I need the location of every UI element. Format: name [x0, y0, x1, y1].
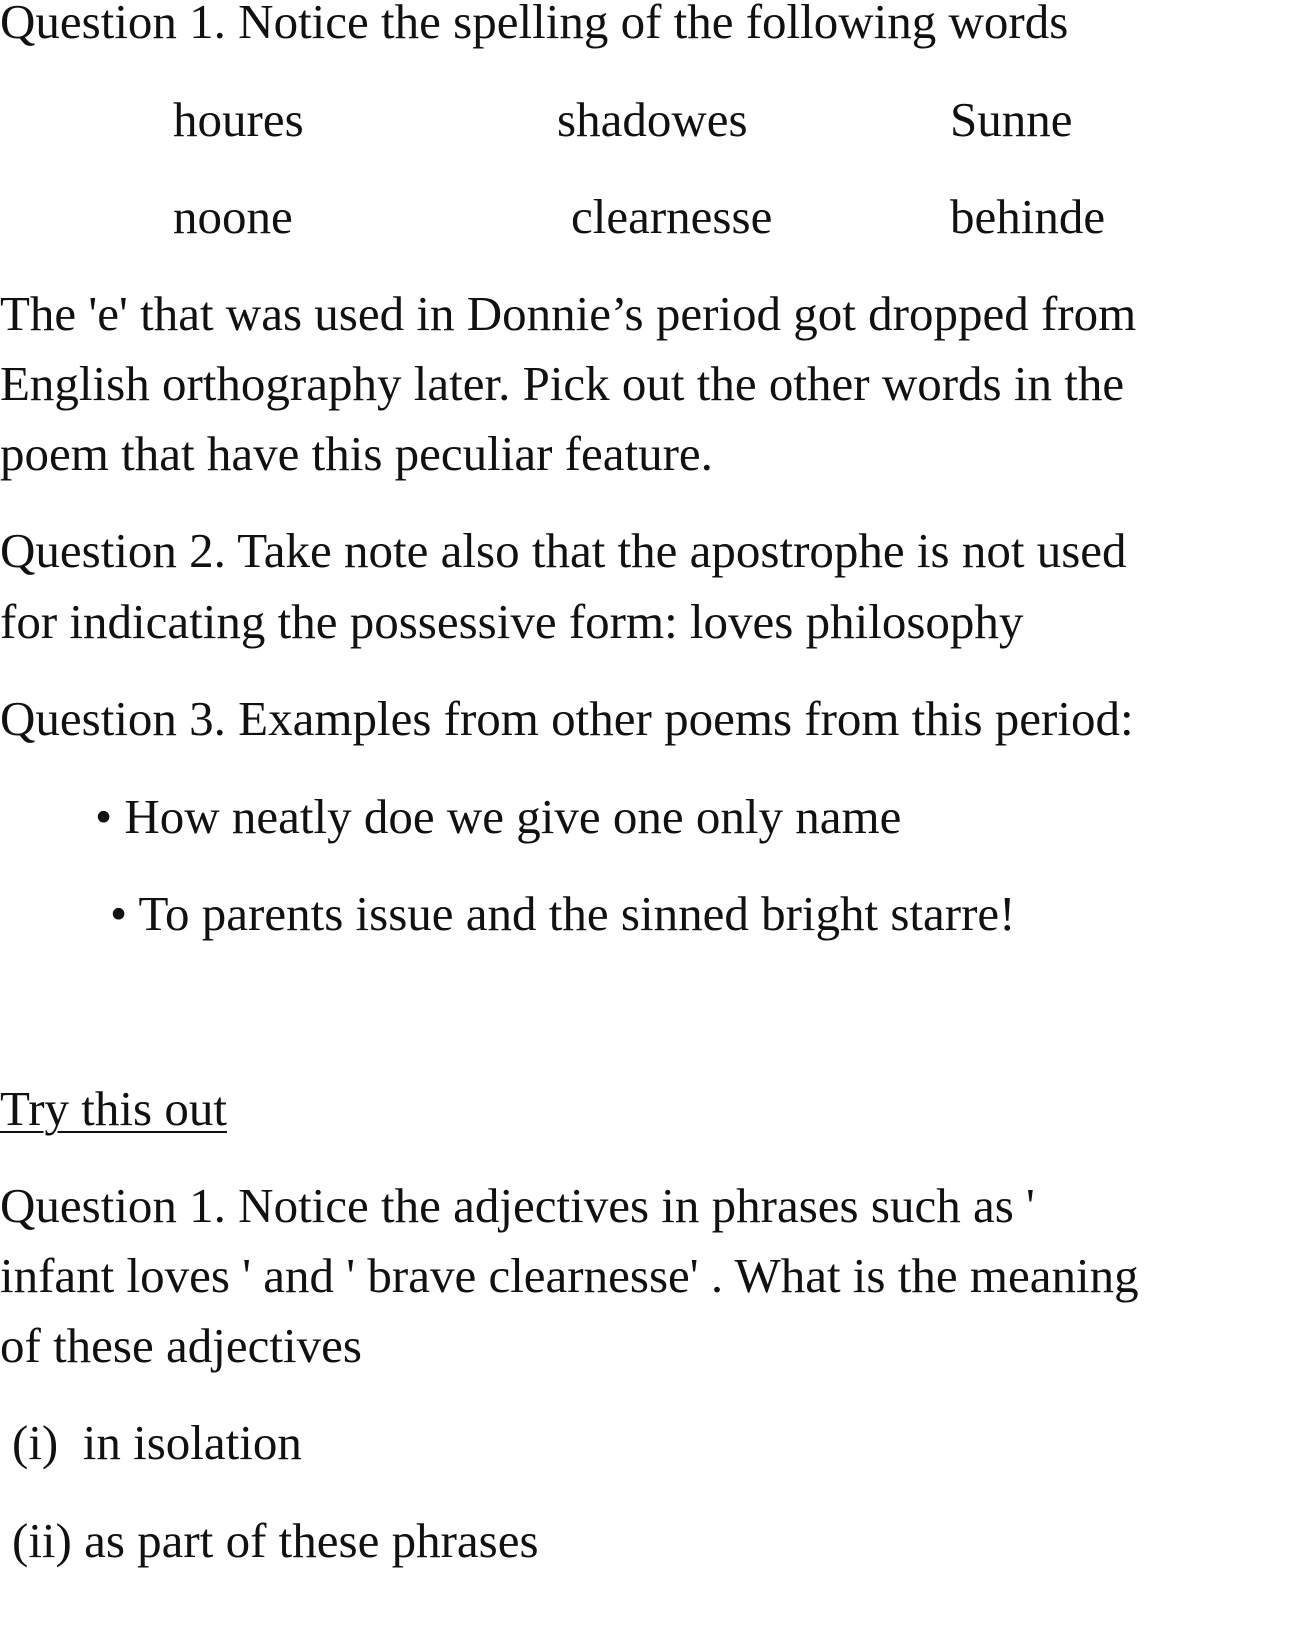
bullet-item: • How neatly doe we give one only name — [95, 789, 902, 844]
word-noone: noone — [173, 189, 293, 244]
word-houres: houres — [173, 92, 304, 147]
try-this-out-heading: Try this out — [0, 1081, 227, 1136]
paragraph-line: poem that have this peculiar feature. — [0, 426, 713, 481]
question-2-line: for indicating the possessive form: loves philosophy — [0, 594, 1024, 649]
question-1-heading: Question 1. Notice the spelling of the following words — [0, 0, 1069, 49]
word-shadowes: shadowes — [557, 92, 748, 147]
bullet-item: • To parents issue and the sinned bright starre! — [110, 886, 1016, 941]
list-item-i: (i) in isolation — [12, 1415, 302, 1470]
paragraph-line: English orthography later. Pick out the other words in the — [0, 356, 1125, 411]
question-1-line: infant loves ' and ' brave clearnesse' . What is the meaning — [0, 1248, 1139, 1303]
question-1-line: of these adjectives — [0, 1318, 362, 1373]
question-2-line: Question 2. Take note also that the apostrophe is not used — [0, 523, 1127, 578]
word-clearnesse: clearnesse — [571, 189, 773, 244]
word-behinde: behinde — [950, 189, 1106, 244]
word-sunne: Sunne — [950, 92, 1073, 147]
paragraph-line: The 'e' that was used in Donnie’s period got dropped from — [0, 286, 1137, 341]
list-item-ii: (ii) as part of these phrases — [12, 1513, 539, 1568]
question-1-line: Question 1. Notice the adjectives in phrases such as ' — [0, 1178, 1035, 1233]
question-3-heading: Question 3. Examples from other poems from this period: — [0, 691, 1134, 746]
